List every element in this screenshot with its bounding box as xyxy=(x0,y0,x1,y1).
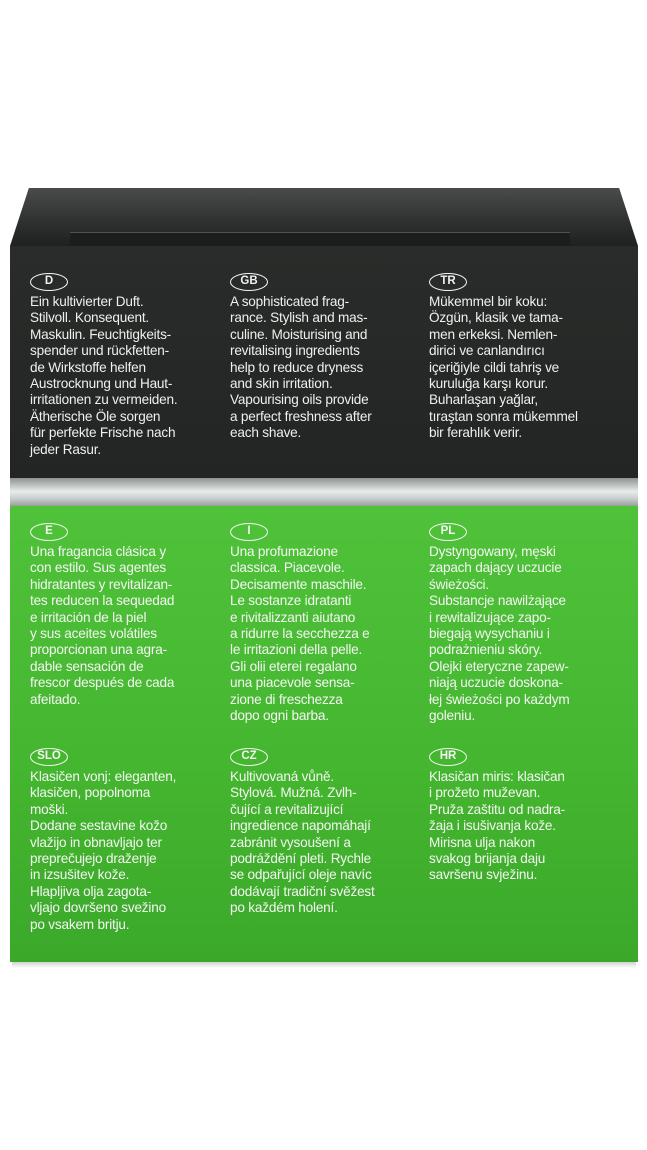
section-gb-text: A sophisticated frag- rance. Stylish and mas- culine. Moisturising and revitalising ingredients help to reduce dryness and skin irritation. Vapourising oils provide a perfect freshness after each shave. xyxy=(230,294,372,441)
section-e xyxy=(30,523,222,708)
language-badge-i: I xyxy=(230,523,268,541)
section-hr xyxy=(429,748,629,884)
box-top-flap xyxy=(70,232,570,247)
section-cz xyxy=(230,748,422,917)
language-badge-e: E xyxy=(30,523,68,541)
language-badge-tr: TR xyxy=(429,273,467,291)
language-badge-pl: PL xyxy=(429,523,467,541)
language-badge-cz: CZ xyxy=(230,748,268,766)
language-badge-gb: GB xyxy=(230,273,268,291)
section-pl-text: Dystyngowany, męski zapach dający uczucie świeżości. Substancje nawilżające i rewitalizujące zapo- biegają wysychaniu i podrażnieniu skóry. Olejki eteryczne zapew- niają uczucie doskona- łej świeżości po każdym goleniu. xyxy=(429,544,570,724)
section-i xyxy=(230,523,422,724)
box-silver-stripe xyxy=(10,478,638,508)
section-d xyxy=(30,273,222,458)
section-tr xyxy=(429,273,629,442)
language-badge-d: D xyxy=(30,273,68,291)
section-i-text: Una profumazione classica. Piacevole. Decisamente maschile. Le sostanze idratanti e rivitalizzanti aiutano a ridurre la secchezza e le irritazioni della pelle. Gli olii eterei regalano una piacevole sensa- zione di freschezza dopo ogni barba. xyxy=(230,544,370,724)
section-slo xyxy=(30,748,222,933)
section-gb xyxy=(230,273,422,442)
section-d-text: Ein kultivierter Duft. Stilvoll. Konsequent. Maskulin. Feuchtigkeits- spender und rückfetten- de Wirkstoffe helfen Austrocknung und Haut- irritationen zu vermeiden. Ätherische Öle sorgen für perfekte Frische nach jeder Rasur. xyxy=(30,294,178,457)
language-badge-slo: SLO xyxy=(30,748,68,766)
section-pl xyxy=(429,523,629,724)
section-cz-text: Kultivovaná vůně. Stylová. Mužná. Zvlh- čující a revitalizující ingredience napomáhají zabránit vysoušení a podráždění pleti. Rychle se odpařující oleje navíc dodávají tradiční svěžest po každém holení. xyxy=(230,769,375,916)
section-hr-text: Klasičan miris: klasičan i prožeto muževan. Pruža zaštitu od nadra- žaja i isušivanja kože. Mirisna ulja nakon svakog brijanja daju savršenu svježinu. xyxy=(429,769,565,883)
language-badge-hr: HR xyxy=(429,748,467,766)
section-tr-text: Mükemmel bir koku: Özgün, klasik ve tama- men erkeksi. Nemlen- dirici ve canlandırıcı içeriğiyle cildi tahriş ve kuruluğa karşı korur. Buharlaşan yağlar, tıraştan sonra mükemmel bir ferahlık verir. xyxy=(429,294,578,441)
section-slo-text: Klasičen vonj: eleganten, klasičen, popolnoma moški. Dodane sestavine kožo vlažijo in obnavljajo ter preprečujejo draženje in izsušitev kože. Hlapljiva olja zagota- vljajo dovršeno svežino po vsakem britju. xyxy=(30,769,177,932)
section-e-text: Una fragancia clásica y con estilo. Sus agentes hidratantes y revitalizan- tes reducen la sequedad e irritación de la piel y sus aceites volátiles proporcionan una agra- dable sensación de frescor después de cada afeitado. xyxy=(30,544,175,707)
box-shadow xyxy=(12,962,636,968)
